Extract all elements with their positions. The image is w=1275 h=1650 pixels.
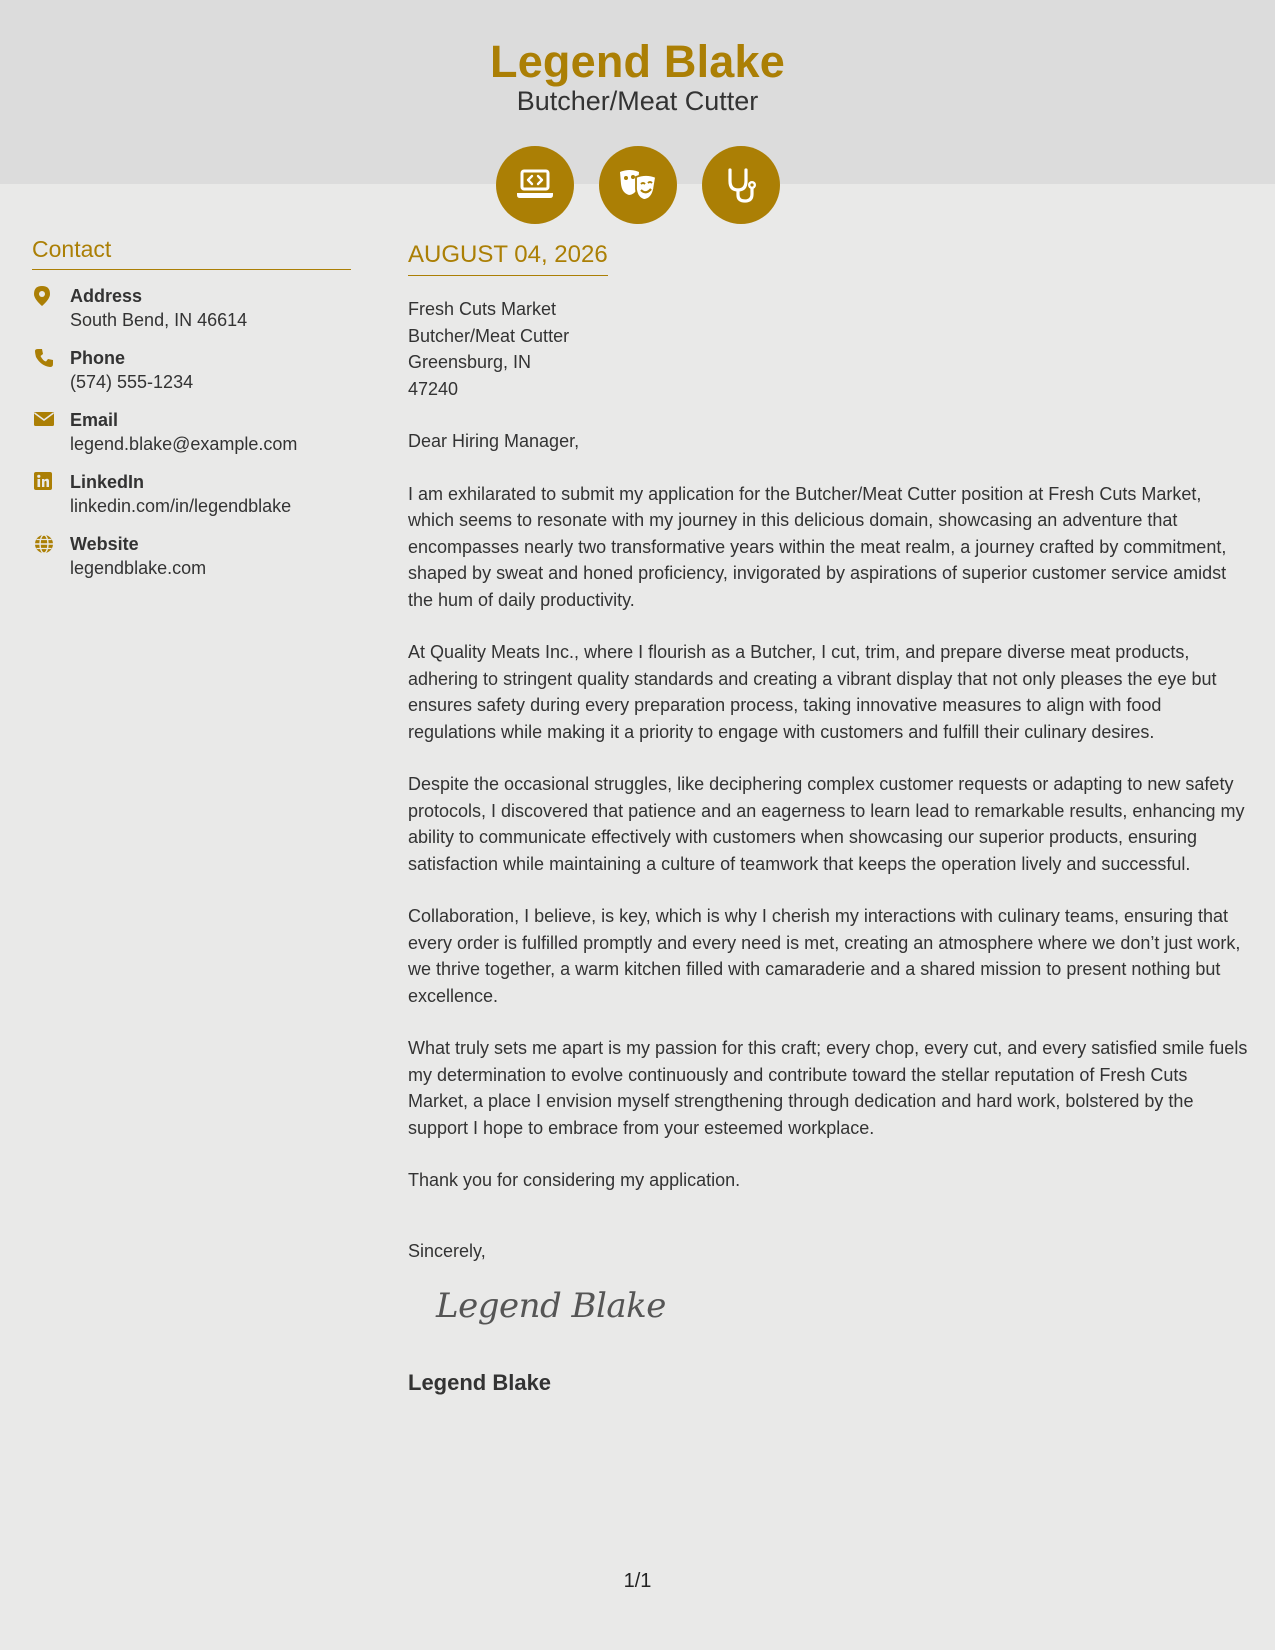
contact-label: Email [70,410,119,430]
paragraph: Collaboration, I believe, is key, which is why I cherish my interactions with culinary teams, ensuring that every order is fulfilled promptly and every need is met, creating an atmosphere where we don’t just work, we thrive together, a warm kitchen filled with camaraderie and a shared mission to present nothing but excellence. [408,906,1241,1006]
contact-heading: Contact [32,236,351,270]
contact-label: Website [70,534,139,554]
job-title: Butcher/Meat Cutter [516,86,759,116]
contact-label: Address [70,286,143,306]
page-number: 1/1 [623,1570,652,1592]
contact-sidebar [32,236,351,580]
paragraph: At Quality Meats Inc., where I flourish as a Butcher, I cut, trim, and prepare diverse meat products, adhering to stringent quality standards and creating a vibrant display that not only pleases the eye but ensures safety during every preparation process, taking innovative measures to align with food regulations while making it a priority to engage with customers and fulfill their culinary desires. [408,642,1217,742]
letter-body [408,241,1248,1396]
recipient-city: Greensburg, IN [408,352,532,372]
envelope-icon [32,408,70,456]
closing: Sincerely, [408,1240,486,1261]
globe-icon [32,532,70,580]
header-icons [496,146,780,224]
paragraph: What truly sets me apart is my passion for this craft; every chop, every cut, and every satisfied smile fuels my determination to evolve continuously and contribute toward the stellar reputation of Fresh Cuts Market, a place I envision myself strengthening through dedication and hard work, bolstered by the support I hope to embrace from your esteemed workplace. [408,1038,1248,1138]
signature: Legend Blake [436,1286,666,1326]
contact-website [32,532,351,580]
recipient-zip: 47240 [408,378,459,399]
contact-label: LinkedIn [70,472,145,492]
paragraph: Thank you for considering my application. [408,1170,741,1190]
letter-date: AUGUST 04, 2026 [408,241,608,276]
contact-label: Phone [70,348,126,368]
website-value: legendblake.com [70,558,207,578]
contact-linkedin [32,470,351,518]
laptop-code-icon [496,146,574,224]
paragraph: Despite the occasional struggles, like deciphering complex customer requests or adapting to new safety protocols, I discovered that patience and an eagerness to learn lead to remarkable results, enhancing my ability to communicate effectively with customers when showcasing our superior products, ensuring satisfaction while maintaining a culture of teamwork that keeps the operation lively and successful. [408,774,1245,874]
theater-masks-icon [599,146,677,224]
linkedin-icon [32,470,70,518]
stethoscope-icon [702,146,780,224]
contact-phone [32,346,351,394]
paragraph: I am exhilarated to submit my application for the Butcher/Meat Cutter position at Fresh Cuts Market, which seems to resonate with my journey in this delicious domain, showcasing an adventure that encompasses nearly two transformative years within the meat realm, a journey crafted by commitment, shaped by sweat and honed proficiency, invigorated by aspirations of superior customer service amidst the hum of daily productivity. [408,483,1227,610]
map-pin-icon [32,284,70,332]
contact-email [32,408,351,456]
address-value: South Bend, IN 46614 [70,310,248,330]
applicant-name: Legend Blake [490,36,785,87]
recipient-position: Butcher/Meat Cutter [408,325,570,346]
contact-address [32,284,351,332]
linkedin-value: linkedin.com/in/legendblake [70,496,292,516]
recipient-block [408,296,1248,402]
phone-value: (574) 555-1234 [70,372,194,392]
email-value: legend.blake@example.com [70,434,298,454]
recipient-company: Fresh Cuts Market [408,299,557,319]
phone-icon [32,346,70,394]
signer-name: Legend Blake [408,1370,552,1395]
salutation: Dear Hiring Manager, [408,431,580,451]
